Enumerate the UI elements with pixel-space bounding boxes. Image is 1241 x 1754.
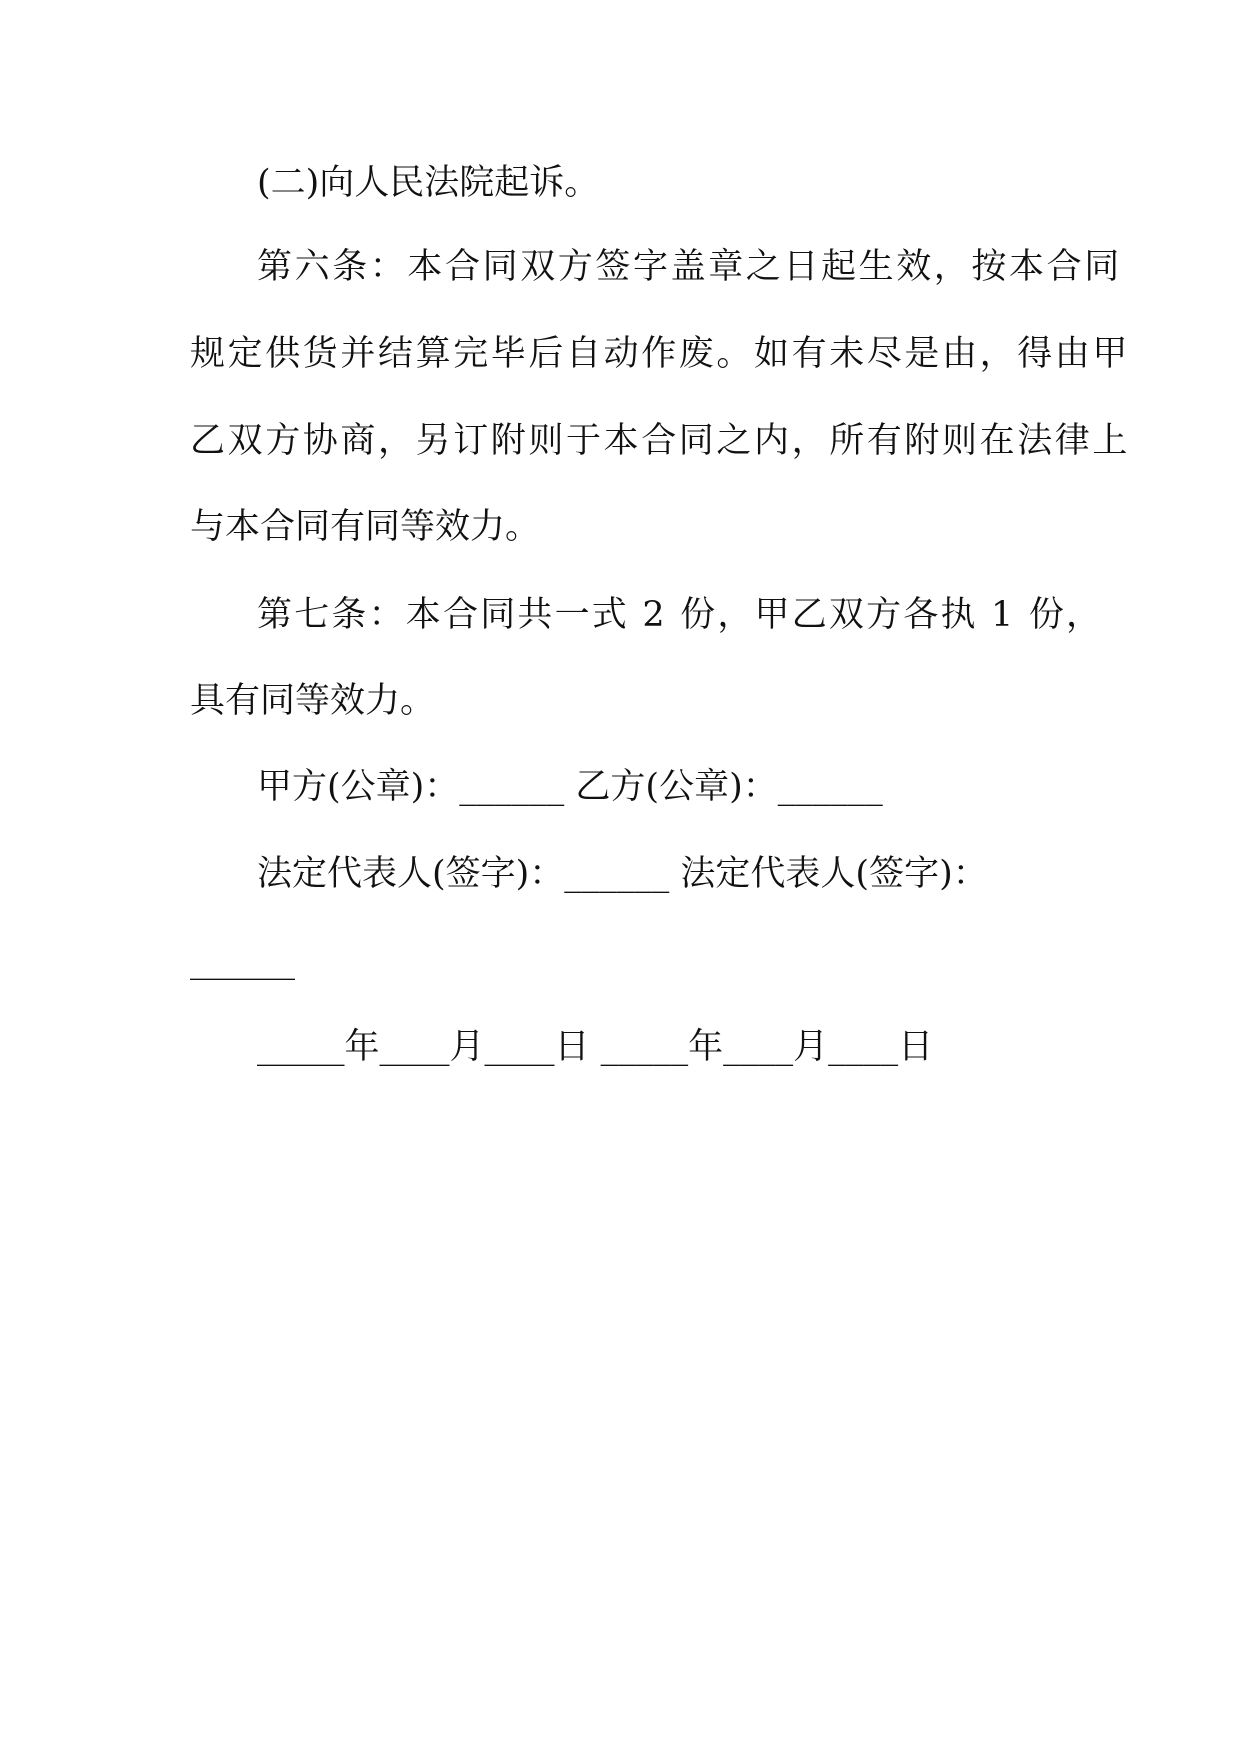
- signature-blank-continuation: ______: [190, 941, 295, 981]
- clause-item-two: (二)向人民法院起诉。: [257, 163, 600, 203]
- article-six-line-4: 与本合同有同等效力。: [190, 507, 541, 547]
- article-seven-line-1: 第七条：本合同共一式 2 份，甲乙双方各执 1 份，: [257, 595, 1104, 635]
- date-line: _____年____月____日 _____年____月____日: [257, 1027, 934, 1067]
- article-six-line-2: 规定供货并结算完毕后自动作废。如有未尽是由，得由甲: [190, 334, 1131, 374]
- article-six-line-3: 乙双方协商，另订附则于本合同之内，所有附则在法律上: [190, 421, 1131, 461]
- representative-signature-line: 法定代表人(签字)：______ 法定代表人(签字)：: [257, 854, 988, 894]
- article-six-line-1: 第六条：本合同双方签字盖章之日起生效，按本合同: [257, 247, 1122, 287]
- seal-line: 甲方(公章)：______ 乙方(公章)：______: [257, 767, 883, 807]
- article-seven-line-2: 具有同等效力。: [190, 681, 436, 721]
